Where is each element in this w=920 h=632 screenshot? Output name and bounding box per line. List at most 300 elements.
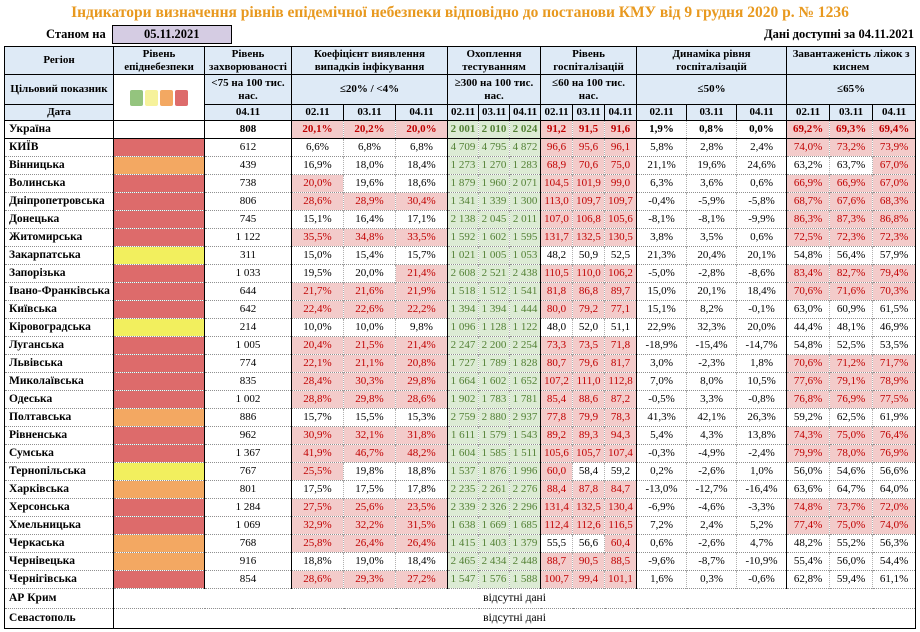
region-name: Тернопільська xyxy=(5,463,114,481)
oxygen-beds-value: 79,4% xyxy=(873,265,916,283)
testing-value: 2 138 xyxy=(448,211,479,229)
testing-value: 1 611 xyxy=(448,427,479,445)
oxygen-beds-value: 76,9% xyxy=(873,445,916,463)
hospitalization-dynamics-value: -2,3% xyxy=(687,355,737,373)
hospitalization-value: 88,4 xyxy=(541,481,573,499)
hospitalization-dynamics-value: 4,3% xyxy=(687,427,737,445)
hospitalization-value: 56,6 xyxy=(573,535,605,553)
detection-value: 21,6% xyxy=(344,283,396,301)
hospitalization-dynamics-value: -0,6% xyxy=(737,571,787,589)
danger-level-cell xyxy=(114,193,205,211)
region-row xyxy=(5,211,916,229)
testing-value: 1 541 xyxy=(510,283,541,301)
oxygen-beds-value: 71,6% xyxy=(830,283,873,301)
danger-level-cell xyxy=(114,553,205,571)
legend-swatch xyxy=(160,90,173,106)
oxygen-beds-value: 75,0% xyxy=(830,517,873,535)
legend-swatch xyxy=(145,90,158,106)
oxygen-beds-value: 57,9% xyxy=(873,247,916,265)
detection-value: 30,9% xyxy=(292,427,344,445)
detection-value: 29,8% xyxy=(344,391,396,409)
oxygen-beds-value: 70,6% xyxy=(787,355,830,373)
incidence-value: 962 xyxy=(205,427,292,445)
hospitalization-dynamics-value: -4,9% xyxy=(687,445,737,463)
detection-value: 19,5% xyxy=(292,265,344,283)
hospitalization-value: 112,4 xyxy=(541,517,573,535)
region-name: Кіровоградська xyxy=(5,319,114,337)
hospitalization-value: 60,0 xyxy=(541,463,573,481)
oxygen-beds-value: 68,3% xyxy=(873,193,916,211)
hospitalization-value: 85,4 xyxy=(541,391,573,409)
hospitalization-dynamics-value: 2,4% xyxy=(687,517,737,535)
region-row xyxy=(5,535,916,553)
region-row xyxy=(5,427,916,445)
target-row-label: Цільовий показник xyxy=(5,75,114,105)
hospitalization-dynamics-value: 21,1% xyxy=(637,157,687,175)
hospitalization-value: 58,4 xyxy=(573,463,605,481)
region-row xyxy=(5,175,916,193)
testing-value: 1 547 xyxy=(448,571,479,589)
incidence-value: 886 xyxy=(205,409,292,427)
region-name: Волинська xyxy=(5,175,114,193)
hospitalization-value: 87,8 xyxy=(573,481,605,499)
danger-level-cell xyxy=(114,481,205,499)
legend-swatch xyxy=(130,90,143,106)
region-row xyxy=(5,517,916,535)
oxygen-beds-value: 52,5% xyxy=(830,337,873,355)
region-name: Донецька xyxy=(5,211,114,229)
detection-value: 19,6% xyxy=(344,175,396,193)
hospitalization-dynamics-value: 21,3% xyxy=(637,247,687,265)
hospitalization-dynamics-value: -0,4% xyxy=(637,193,687,211)
oxygen-beds-value: 72,5% xyxy=(787,229,830,247)
testing-value: 2 608 xyxy=(448,265,479,283)
hospitalization-dynamics-value: -2,4% xyxy=(737,445,787,463)
hospitalization-dynamics-value: 32,3% xyxy=(687,319,737,337)
oxygen-beds-value: 79,1% xyxy=(830,373,873,391)
date-cell: 03.11 xyxy=(344,105,396,121)
detection-value: 28,6% xyxy=(396,391,448,409)
oxygen-beds-value: 56,3% xyxy=(873,535,916,553)
testing-value: 1 379 xyxy=(510,535,541,553)
hospitalization-value: 89,3 xyxy=(573,427,605,445)
detection-value: 18,6% xyxy=(396,175,448,193)
hospitalization-value: 79,6 xyxy=(573,355,605,373)
testing-value: 1 588 xyxy=(510,571,541,589)
detection-value: 32,9% xyxy=(292,517,344,535)
detection-value: 46,7% xyxy=(344,445,396,463)
hospitalization-value: 91,5 xyxy=(573,121,605,139)
hospitalization-dynamics-value: 8,0% xyxy=(687,373,737,391)
hospitalization-dynamics-value: 19,6% xyxy=(687,157,737,175)
testing-value: 2 465 xyxy=(448,553,479,571)
oxygen-beds-value: 73,7% xyxy=(830,499,873,517)
testing-value: 1 576 xyxy=(479,571,510,589)
region-name: Чернівецька xyxy=(5,553,114,571)
incidence-value: 745 xyxy=(205,211,292,229)
incidence-value: 768 xyxy=(205,535,292,553)
hospitalization-value: 52,5 xyxy=(605,247,637,265)
hospitalization-dynamics-value: -0,5% xyxy=(637,391,687,409)
danger-level-cell xyxy=(114,121,205,139)
oxygen-beds-value: 55,4% xyxy=(787,553,830,571)
oxygen-beds-value: 61,1% xyxy=(873,571,916,589)
hospitalization-dynamics-value: 4,7% xyxy=(737,535,787,553)
detection-value: 6,6% xyxy=(292,139,344,157)
detection-value: 10,0% xyxy=(344,319,396,337)
incidence-value: 1 005 xyxy=(205,337,292,355)
region-name: Полтавська xyxy=(5,409,114,427)
hospitalization-dynamics-value: -5,8% xyxy=(737,193,787,211)
hospitalization-value: 95,6 xyxy=(573,139,605,157)
testing-value: 2 880 xyxy=(479,409,510,427)
hospitalization-value: 100,7 xyxy=(541,571,573,589)
oxygen-beds-value: 54,6% xyxy=(830,463,873,481)
detection-value: 21,7% xyxy=(292,283,344,301)
incidence-value: 916 xyxy=(205,553,292,571)
testing-value: 1 592 xyxy=(448,229,479,247)
testing-value: 1 341 xyxy=(448,193,479,211)
hospitalization-dynamics-value: 20,4% xyxy=(687,247,737,265)
detection-value: 15,1% xyxy=(292,211,344,229)
testing-value: 2 235 xyxy=(448,481,479,499)
hospitalization-dynamics-value: -2,6% xyxy=(687,535,737,553)
testing-value: 1 585 xyxy=(479,445,510,463)
oxygen-beds-value: 76,8% xyxy=(787,391,830,409)
danger-level-cell xyxy=(114,355,205,373)
detection-value: 17,5% xyxy=(292,481,344,499)
testing-value: 4 709 xyxy=(448,139,479,157)
detection-value: 27,2% xyxy=(396,571,448,589)
testing-value: 1 444 xyxy=(510,301,541,319)
hospitalization-value: 109,7 xyxy=(573,193,605,211)
testing-value: 2 339 xyxy=(448,499,479,517)
incidence-value: 311 xyxy=(205,247,292,265)
region-name: Чернігівська xyxy=(5,571,114,589)
testing-value: 1 664 xyxy=(448,373,479,391)
col-header-oxygen-beds: Завантаженість ліжок з киснем xyxy=(787,47,916,75)
hospitalization-dynamics-value: 15,1% xyxy=(637,301,687,319)
detection-value: 34,8% xyxy=(344,229,396,247)
hospitalization-value: 104,5 xyxy=(541,175,573,193)
detection-value: 22,4% xyxy=(292,301,344,319)
oxygen-beds-value: 69,3% xyxy=(830,121,873,139)
testing-value: 1 789 xyxy=(479,355,510,373)
oxygen-beds-value: 74,0% xyxy=(787,139,830,157)
date-cell: 02.11 xyxy=(541,105,573,121)
oxygen-beds-value: 56,0% xyxy=(787,463,830,481)
testing-value: 1 270 xyxy=(479,157,510,175)
incidence-value: 1 069 xyxy=(205,517,292,535)
hospitalization-dynamics-value: 42,1% xyxy=(687,409,737,427)
hospitalization-dynamics-value: 15,0% xyxy=(637,283,687,301)
date-cell: 02.11 xyxy=(292,105,344,121)
region-row xyxy=(5,139,916,157)
testing-value: 1 096 xyxy=(448,319,479,337)
region-row xyxy=(5,265,916,283)
oxygen-beds-value: 56,6% xyxy=(873,463,916,481)
hospitalization-dynamics-value: 5,2% xyxy=(737,517,787,535)
oxygen-beds-value: 67,6% xyxy=(830,193,873,211)
detection-value: 26,4% xyxy=(396,535,448,553)
hospitalization-value: 88,5 xyxy=(605,553,637,571)
testing-value: 1 283 xyxy=(510,157,541,175)
detection-value: 15,3% xyxy=(396,409,448,427)
hospitalization-dynamics-value: -9,6% xyxy=(637,553,687,571)
danger-level-cell xyxy=(114,337,205,355)
hospitalization-value: 80,7 xyxy=(541,355,573,373)
detection-value: 18,4% xyxy=(396,157,448,175)
hospitalization-value: 131,7 xyxy=(541,229,573,247)
testing-value: 1 579 xyxy=(479,427,510,445)
as-of-date-box: 05.11.2021 xyxy=(112,25,232,44)
hospitalization-dynamics-value: 0,2% xyxy=(637,463,687,481)
hospitalization-value: 112,8 xyxy=(605,373,637,391)
oxygen-beds-value: 64,0% xyxy=(873,481,916,499)
oxygen-beds-value: 63,2% xyxy=(787,157,830,175)
incidence-value: 214 xyxy=(205,319,292,337)
hospitalization-value: 70,6 xyxy=(573,157,605,175)
detection-value: 16,4% xyxy=(344,211,396,229)
testing-value: 2 200 xyxy=(479,337,510,355)
oxygen-beds-value: 48,2% xyxy=(787,535,830,553)
oxygen-beds-value: 72,3% xyxy=(873,229,916,247)
incidence-value: 806 xyxy=(205,193,292,211)
oxygen-beds-value: 59,4% xyxy=(830,571,873,589)
target-testing: ≥300 на 100 тис. нас. xyxy=(448,75,541,105)
hospitalization-value: 109,7 xyxy=(605,193,637,211)
region-row xyxy=(5,571,916,589)
hospitalization-dynamics-value: 0,8% xyxy=(687,121,737,139)
oxygen-beds-value: 71,2% xyxy=(830,355,873,373)
oxygen-beds-value: 44,4% xyxy=(787,319,830,337)
oxygen-beds-value: 72,3% xyxy=(830,229,873,247)
hospitalization-dynamics-value: -8,6% xyxy=(737,265,787,283)
region-row xyxy=(5,283,916,301)
hospitalization-value: 88,7 xyxy=(541,553,573,571)
incidence-value: 854 xyxy=(205,571,292,589)
testing-value: 2 434 xyxy=(479,553,510,571)
region-name: Хмельницька xyxy=(5,517,114,535)
no-data-cell: відсутні дані xyxy=(114,609,916,629)
hospitalization-dynamics-value: 2,4% xyxy=(737,139,787,157)
incidence-value: 1 284 xyxy=(205,499,292,517)
testing-value: 2 296 xyxy=(510,499,541,517)
testing-value: 2 001 xyxy=(448,121,479,139)
region-name: Україна xyxy=(5,121,114,139)
hospitalization-dynamics-value: 2,8% xyxy=(687,139,737,157)
incidence-value: 612 xyxy=(205,139,292,157)
col-header-incidence: Рівень захворюваності xyxy=(205,47,292,75)
hospitalization-dynamics-value: 0,0% xyxy=(737,121,787,139)
hospitalization-value: 107,4 xyxy=(605,445,637,463)
no-data-cell: відсутні дані xyxy=(114,589,916,609)
hospitalization-value: 94,3 xyxy=(605,427,637,445)
hospitalization-dynamics-value: -8,7% xyxy=(687,553,737,571)
oxygen-beds-value: 54,4% xyxy=(873,553,916,571)
oxygen-beds-value: 64,7% xyxy=(830,481,873,499)
detection-value: 15,0% xyxy=(292,247,344,265)
date-cell: 04.11 xyxy=(737,105,787,121)
oxygen-beds-value: 66,9% xyxy=(787,175,830,193)
incidence-value: 767 xyxy=(205,463,292,481)
danger-level-cell xyxy=(114,211,205,229)
hospitalization-dynamics-value: 7,0% xyxy=(637,373,687,391)
detection-value: 15,7% xyxy=(292,409,344,427)
danger-level-cell xyxy=(114,373,205,391)
detection-value: 28,6% xyxy=(292,193,344,211)
detection-value: 20,0% xyxy=(292,175,344,193)
detection-value: 22,6% xyxy=(344,301,396,319)
detection-value: 9,8% xyxy=(396,319,448,337)
detection-value: 32,2% xyxy=(344,517,396,535)
hospitalization-value: 71,8 xyxy=(605,337,637,355)
hospitalization-value: 106,8 xyxy=(573,211,605,229)
detection-value: 18,4% xyxy=(396,553,448,571)
detection-value: 28,4% xyxy=(292,373,344,391)
incidence-value: 808 xyxy=(205,121,292,139)
testing-value: 2 071 xyxy=(510,175,541,193)
hospitalization-dynamics-value: 8,2% xyxy=(687,301,737,319)
hospitalization-dynamics-value: -5,9% xyxy=(687,193,737,211)
oxygen-beds-value: 86,3% xyxy=(787,211,830,229)
target-hospitalization: ≤60 на 100 тис. нас. xyxy=(541,75,637,105)
target-oxygen: ≤65% xyxy=(787,75,916,105)
region-row xyxy=(5,445,916,463)
danger-level-cell xyxy=(114,535,205,553)
hospitalization-dynamics-value: 18,4% xyxy=(737,283,787,301)
target-detection: ≤20% / <4% xyxy=(292,75,448,105)
hospitalization-value: 91,6 xyxy=(605,121,637,139)
detection-value: 10,0% xyxy=(292,319,344,337)
table-body xyxy=(5,121,916,629)
danger-level-cell xyxy=(114,571,205,589)
hospitalization-dynamics-value: 20,0% xyxy=(737,319,787,337)
danger-level-cell xyxy=(114,283,205,301)
testing-value: 2 438 xyxy=(510,265,541,283)
danger-level-cell xyxy=(114,319,205,337)
data-available-label: Дані доступні за 04.11.2021 xyxy=(764,27,914,41)
testing-value: 1 543 xyxy=(510,427,541,445)
detection-value: 31,8% xyxy=(396,427,448,445)
danger-level-cell xyxy=(114,445,205,463)
detection-value: 20,8% xyxy=(396,355,448,373)
date-incidence: 04.11 xyxy=(205,105,292,121)
oxygen-beds-value: 60,9% xyxy=(830,301,873,319)
region-row xyxy=(5,553,916,571)
hospitalization-value: 48,2 xyxy=(541,247,573,265)
detection-value: 21,9% xyxy=(396,283,448,301)
date-cell: 02.11 xyxy=(448,105,479,121)
detection-value: 22,1% xyxy=(292,355,344,373)
hospitalization-dynamics-value: 3,6% xyxy=(687,175,737,193)
oxygen-beds-value: 67,0% xyxy=(873,157,916,175)
detection-value: 16,9% xyxy=(292,157,344,175)
hospitalization-dynamics-value: 1,6% xyxy=(637,571,687,589)
hospitalization-value: 130,5 xyxy=(605,229,637,247)
hospitalization-dynamics-value: 13,8% xyxy=(737,427,787,445)
hospitalization-value: 87,2 xyxy=(605,391,637,409)
detection-value: 18,0% xyxy=(344,157,396,175)
table-header xyxy=(5,47,916,121)
hospitalization-value: 106,2 xyxy=(605,265,637,283)
hospitalization-dynamics-value: -16,4% xyxy=(737,481,787,499)
region-name: Рівненська xyxy=(5,427,114,445)
oxygen-beds-value: 70,3% xyxy=(873,283,916,301)
hospitalization-value: 60,4 xyxy=(605,535,637,553)
testing-value: 4 872 xyxy=(510,139,541,157)
testing-value: 2 254 xyxy=(510,337,541,355)
detection-value: 15,5% xyxy=(344,409,396,427)
danger-level-cell xyxy=(114,463,205,481)
oxygen-beds-value: 54,8% xyxy=(787,337,830,355)
testing-value: 1 669 xyxy=(479,517,510,535)
testing-value: 2 010 xyxy=(479,121,510,139)
date-cell: 03.11 xyxy=(687,105,737,121)
hospitalization-value: 86,8 xyxy=(573,283,605,301)
region-name: Херсонська xyxy=(5,499,114,517)
hospitalization-dynamics-value: 7,2% xyxy=(637,517,687,535)
region-name: Сумська xyxy=(5,445,114,463)
testing-value: 1 021 xyxy=(448,247,479,265)
danger-level-cell xyxy=(114,157,205,175)
oxygen-beds-value: 78,9% xyxy=(873,373,916,391)
region-row xyxy=(5,499,916,517)
col-header-detection: Коефіцієнт виявлення випадків інфікування xyxy=(292,47,448,75)
testing-value: 1 511 xyxy=(510,445,541,463)
region-row xyxy=(5,355,916,373)
hospitalization-dynamics-value: -10,9% xyxy=(737,553,787,571)
testing-value: 2 521 xyxy=(479,265,510,283)
incidence-value: 439 xyxy=(205,157,292,175)
hospitalization-value: 81,8 xyxy=(541,283,573,301)
incidence-value: 835 xyxy=(205,373,292,391)
oxygen-beds-value: 71,7% xyxy=(873,355,916,373)
detection-value: 6,8% xyxy=(344,139,396,157)
hospitalization-value: 79,9 xyxy=(573,409,605,427)
hospitalization-value: 130,4 xyxy=(605,499,637,517)
hospitalization-value: 81,7 xyxy=(605,355,637,373)
detection-value: 25,5% xyxy=(292,463,344,481)
hospitalization-dynamics-value: -4,6% xyxy=(687,499,737,517)
hospitalization-dynamics-value: -0,3% xyxy=(637,445,687,463)
region-row xyxy=(5,301,916,319)
testing-value: 1 783 xyxy=(479,391,510,409)
hospitalization-dynamics-value: -3,3% xyxy=(737,499,787,517)
detection-value: 17,8% xyxy=(396,481,448,499)
hospitalization-dynamics-value: 5,8% xyxy=(637,139,687,157)
hospitalization-value: 105,6 xyxy=(605,211,637,229)
oxygen-beds-value: 74,0% xyxy=(873,517,916,535)
hospitalization-value: 48,0 xyxy=(541,319,573,337)
hospitalization-dynamics-value: -15,4% xyxy=(687,337,737,355)
hospitalization-value: 79,2 xyxy=(573,301,605,319)
date-cell: 04.11 xyxy=(396,105,448,121)
detection-value: 21,5% xyxy=(344,337,396,355)
testing-value: 1 879 xyxy=(448,175,479,193)
oxygen-beds-value: 56,4% xyxy=(830,247,873,265)
oxygen-beds-value: 79,9% xyxy=(787,445,830,463)
hospitalization-dynamics-value: 3,3% xyxy=(687,391,737,409)
incidence-value: 1 367 xyxy=(205,445,292,463)
incidence-value: 1 002 xyxy=(205,391,292,409)
hospitalization-value: 111,0 xyxy=(573,373,605,391)
oxygen-beds-value: 69,4% xyxy=(873,121,916,139)
hospitalization-value: 59,2 xyxy=(605,463,637,481)
region-row xyxy=(5,481,916,499)
detection-value: 27,5% xyxy=(292,499,344,517)
region-name: Луганська xyxy=(5,337,114,355)
